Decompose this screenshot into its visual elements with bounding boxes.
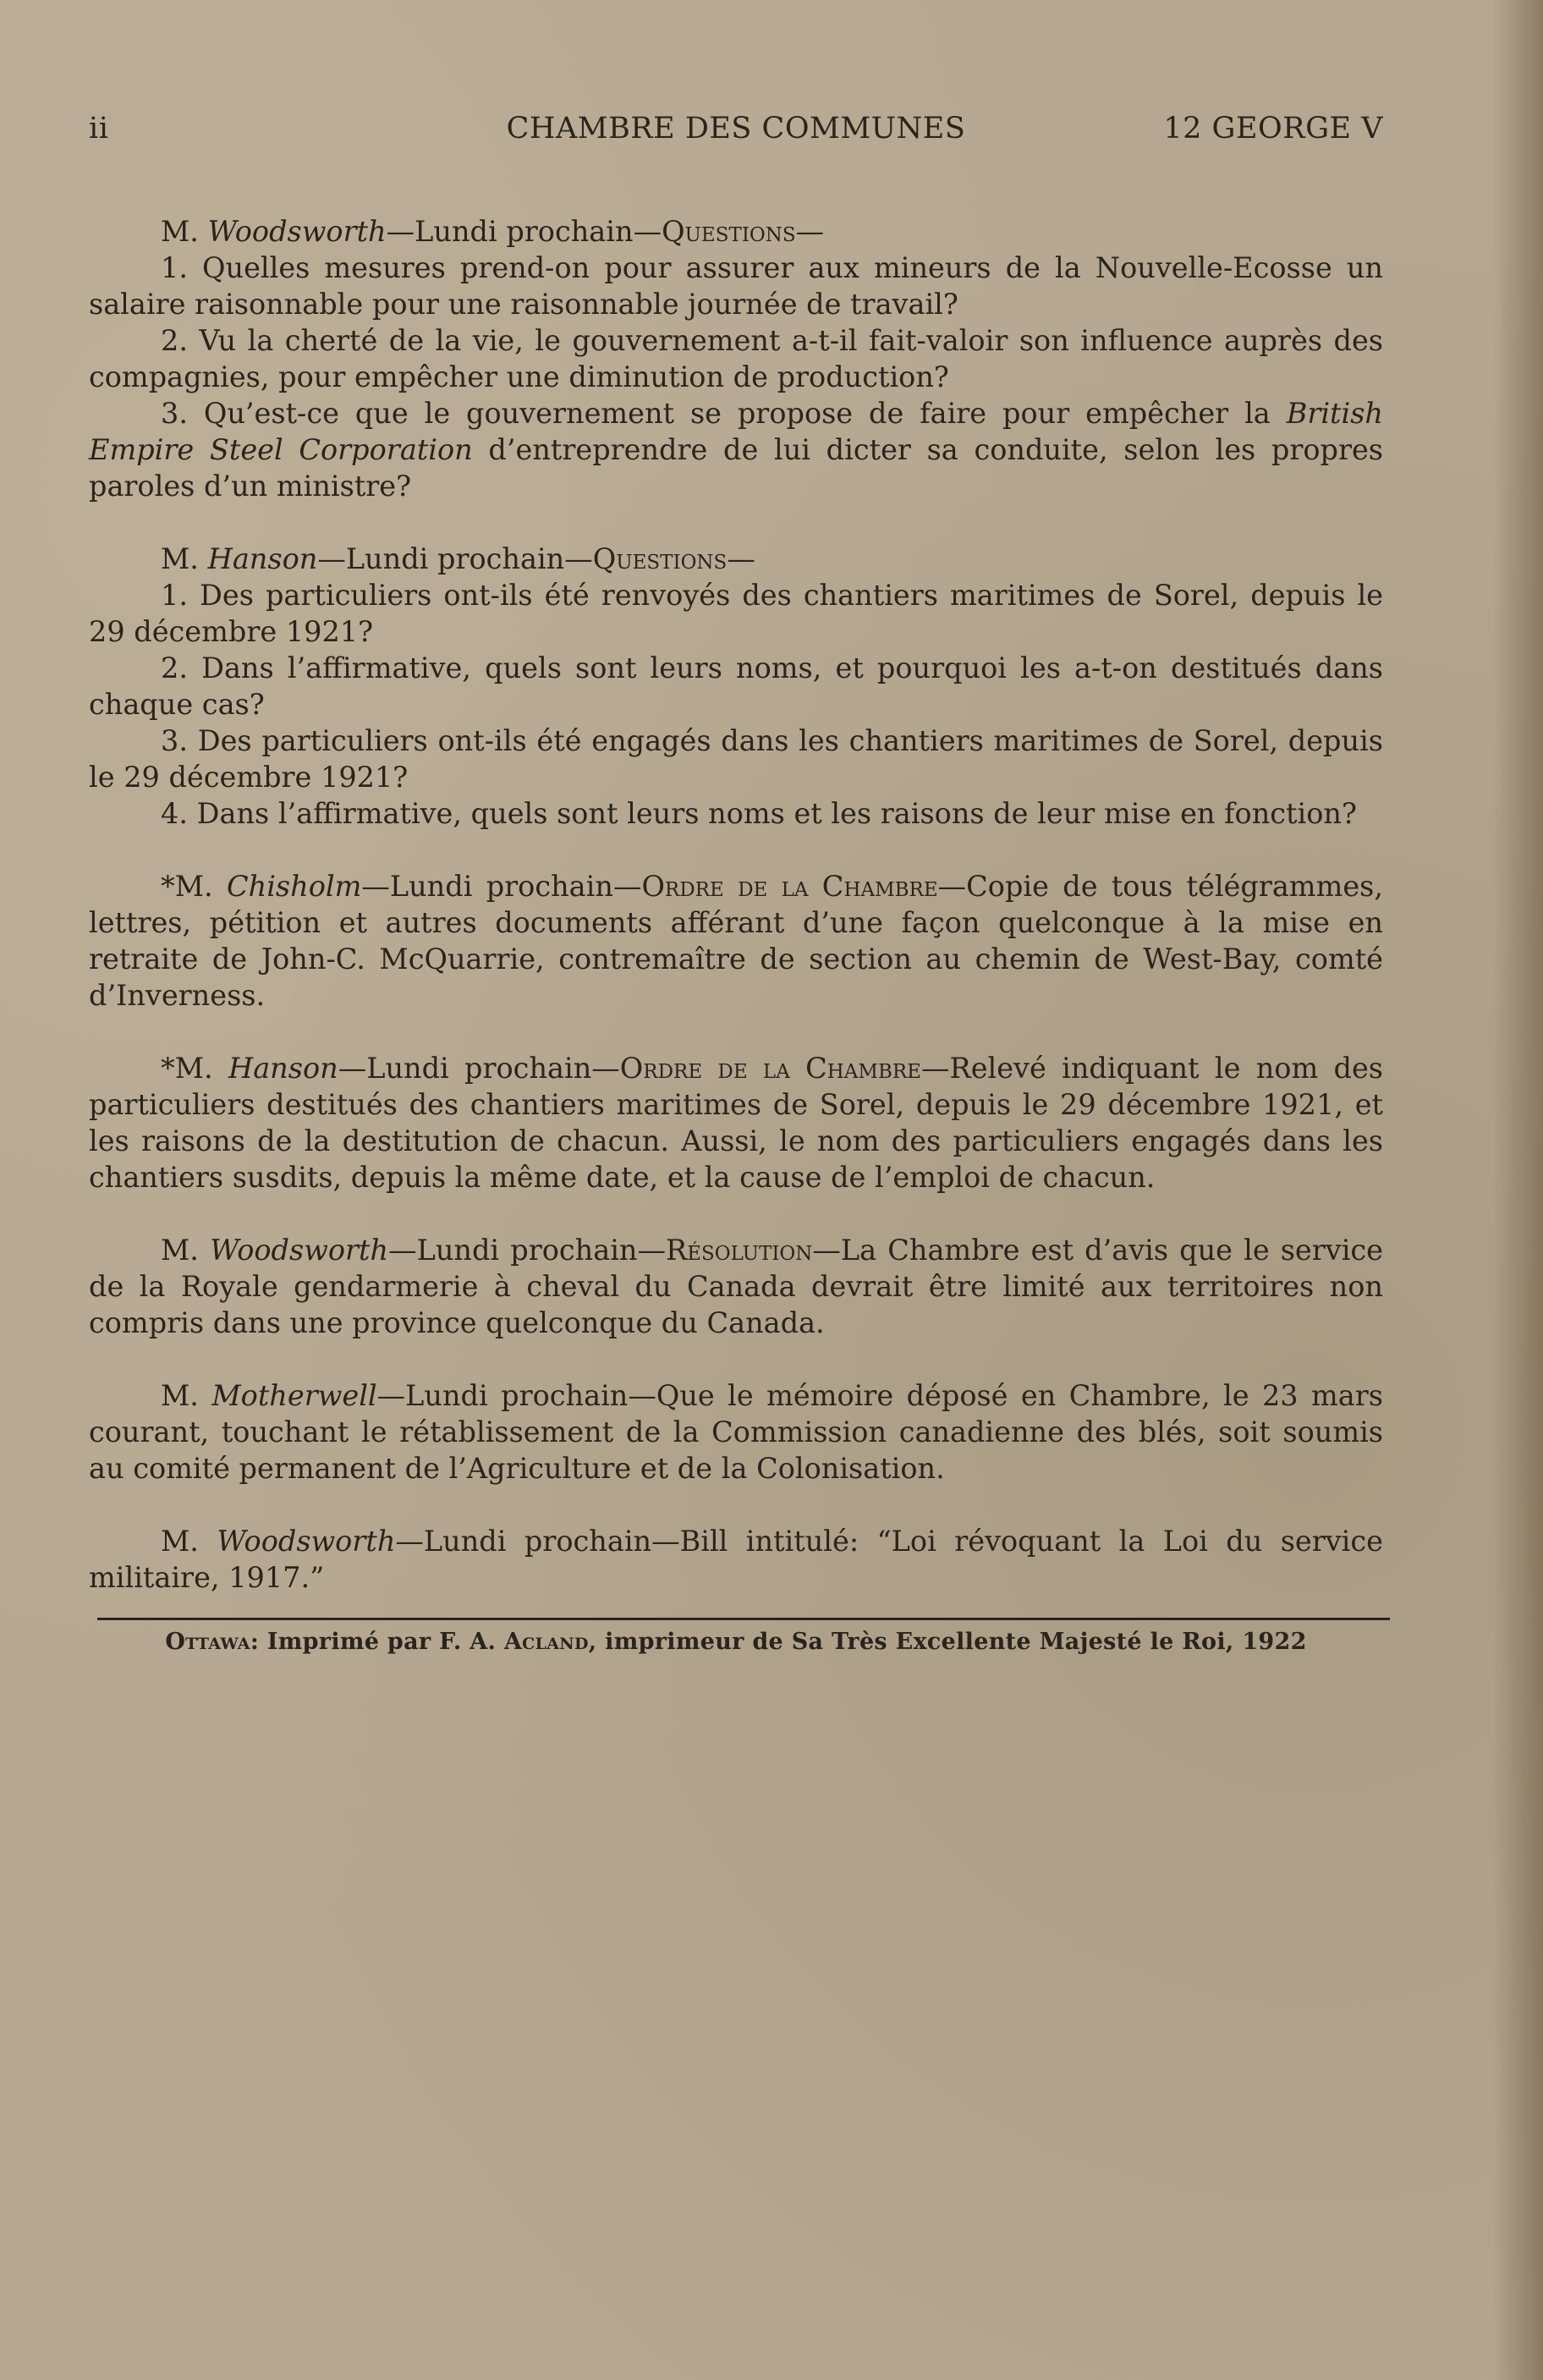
question-paragraph: 1. Quelles mesures prend-on pour assurer aux mineurs de la Nouvelle-Ecosse un salaire raisonnable pour une raisonnable journée de travail? [89, 251, 1383, 321]
member-name: Chisholm [227, 870, 362, 903]
motion-heading: M. Woodsworth—Lundi prochain—Questions— [161, 215, 825, 248]
motion-paragraph: *M. Hanson—Lundi prochain—Ordre de la Chambre—Relevé indiquant le nom des particuliers destitués des chantiers maritimes de Sorel, depuis le 29 décembre 1921, et les raisons de la destitution de chacun. Aussi, le nom des particuliers engagés dans les chantiers susdits, depuis la même date, et la cause de l’emploi de chacun. [89, 1052, 1383, 1194]
motion-paragraph: M. Woodsworth—Lundi prochain—Bill intitulé: “Loi révoquant la Loi du service militaire, 1917.” [89, 1525, 1383, 1594]
printer-imprint: Ottawa: Imprimé par F. A. Acland, imprimeur de Sa Très Excellente Majesté le Roi, 1922 [165, 1629, 1307, 1655]
running-header [89, 112, 1383, 154]
page-edge-shadow [1492, 0, 1543, 2380]
motion-kind: Ordre de la Chambre [619, 1052, 921, 1085]
member-name: Woodsworth [210, 1234, 389, 1267]
motion-woodsworth-bill [89, 1523, 1383, 1596]
page-number: ii [89, 112, 109, 146]
member-name: Motherwell [211, 1379, 377, 1412]
member-name: Woodsworth [207, 215, 387, 248]
motion-hanson-questions [89, 541, 1383, 832]
footer-rule [97, 1618, 1390, 1620]
motion-hanson-order [89, 1050, 1383, 1195]
question-paragraph: 4. Dans l’affirmative, quels sont leurs noms et les raisons de leur mise en fonction? [161, 797, 1357, 830]
motion-paragraph: M. Motherwell—Lundi prochain—Que le mémoire déposé en Chambre, le 23 mars courant, touchant le rétablissement de la Commission canadienne des blés, soit soumis au comité permanent de l’Agriculture et de la Colonisation. [89, 1379, 1383, 1485]
motion-woodsworth-resolution [89, 1232, 1383, 1341]
motion-motherwell [89, 1377, 1383, 1487]
question-paragraph: 2. Dans l’affirmative, quels sont leurs noms, et pourquoi les a-t-on destitués dans chaque cas? [89, 651, 1383, 721]
page-title: CHAMBRE DES COMMUNES [506, 112, 966, 146]
motion-kind: Questions [592, 542, 728, 575]
motion-paragraph: M. Woodsworth—Lundi prochain—Résolution—La Chambre est d’avis que le service de la Royale gendarmerie à cheval du Canada devrait être limité aux territoires non compris dans une province quelconque du Canada. [89, 1234, 1383, 1339]
member-name: Hanson [207, 542, 318, 575]
member-name: Woodsworth [217, 1525, 396, 1558]
notices-body [89, 213, 1383, 1596]
question-paragraph: 1. Des particuliers ont-ils été renvoyés des chantiers maritimes de Sorel, depuis le 29 décembre 1921? [89, 579, 1383, 648]
question-paragraph: 3. Des particuliers ont-ils été engagés dans les chantiers maritimes de Sorel, depuis le 29 décembre 1921? [89, 724, 1383, 794]
motion-chisholm-order [89, 868, 1383, 1014]
regnal-year: 12 GEORGE V [1163, 112, 1383, 146]
motion-kind: Ordre de la Chambre [641, 870, 938, 903]
motion-paragraph: *M. Chisholm—Lundi prochain—Ordre de la Chambre—Copie de tous télégrammes, lettres, pétition et autres documents afférant d’une façon quelconque à la mise en retraite de John-C. McQuarrie, contremaître de section au chemin de West-Bay, comté d’Inverness. [89, 870, 1383, 1012]
question-paragraph: 3. Qu’est-ce que le gouvernement se propose de faire pour empêcher la British Empire Steel Corporation d’entreprendre de lui dicter sa conduite, selon les propres paroles d’un ministre? [89, 397, 1383, 503]
motion-heading: M. Hanson—Lundi prochain—Questions— [161, 542, 755, 575]
member-name: Hanson [228, 1052, 338, 1085]
motion-woodsworth-questions [89, 213, 1383, 504]
motion-kind: Résolution [665, 1234, 813, 1267]
question-paragraph: 2. Vu la cherté de la vie, le gouvernement a-t-il fait-valoir son influence auprès des compagnies, pour empêcher une diminution de production? [89, 324, 1383, 393]
motion-kind: Questions [662, 215, 796, 248]
